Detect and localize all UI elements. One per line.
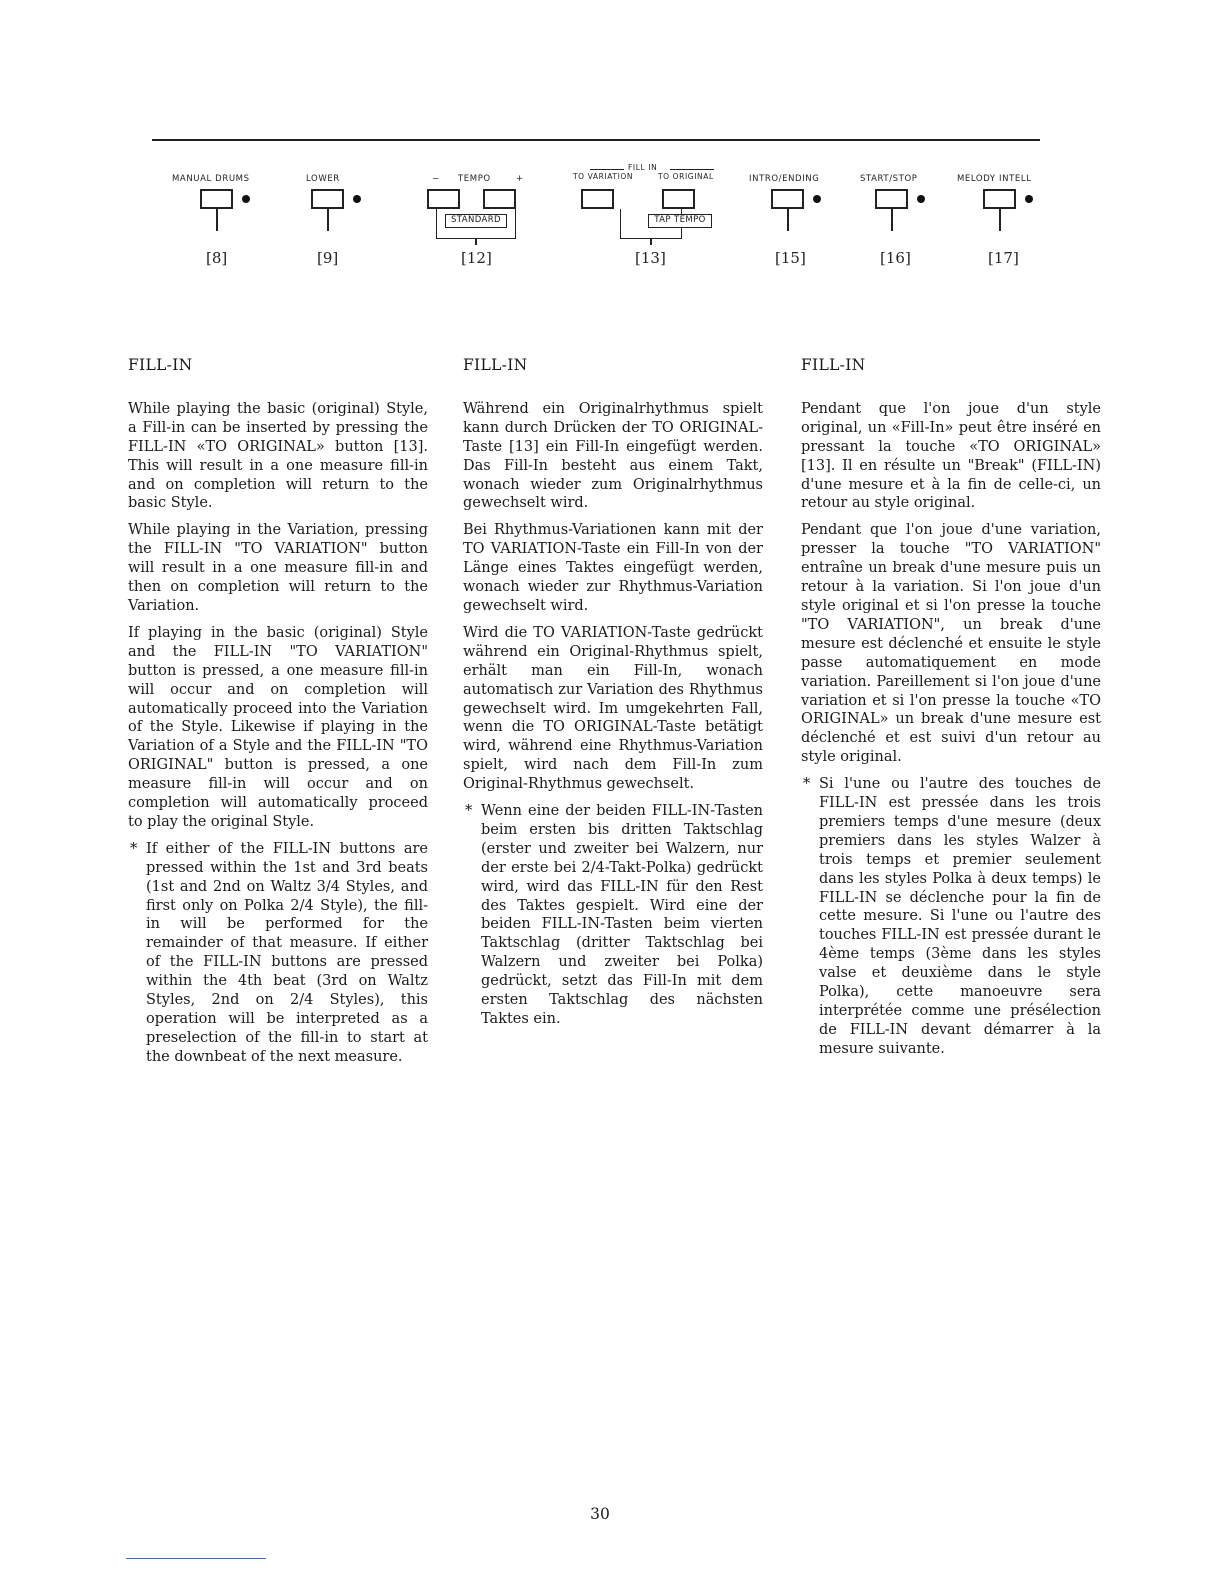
fill-in-line-left — [590, 169, 624, 170]
start-stop-stem — [891, 209, 893, 231]
to-original-button[interactable] — [662, 189, 695, 209]
control-panel-diagram — [0, 0, 1224, 300]
melody-intell-label: MELODY INTELL — [957, 174, 1032, 184]
fill-in-label: FILL IN — [628, 163, 658, 172]
manual-drums-label: MANUAL DRUMS — [172, 174, 250, 184]
lower-label: LOWER — [306, 174, 340, 184]
german-column — [463, 356, 763, 1037]
note-asterisk: * — [803, 776, 811, 793]
french-note-text: Si l'une ou l'autre des touches de FILL-IN est pressée dans les trois premiers temps d'une mesure (deux premiers dans les styles Walzer à trois temps et premier seulement dans les styles Polka à deux temps) le FILL-IN se déclenche pour la fin de cette mesure. Si l'une ou l'autre des touches FILL-IN est pressée durant le 4ème temps (3ème dans les styles valse et deuxième dans le style Polka), cette manoeuvre sera interprétée comme une présélection de FILL-IN devant démarrer à la mesure suivante. — [819, 776, 1101, 1057]
french-paragraph-2: Pendant que l'on joue d'une variation, presser la touche "TO VARIATION" entraîne un break d'une mesure puis un retour à la variation. Si l'on joue d'un style original et si l'on presse la touche "TO VARIATION", un break d'une mesure est déclenché et ensuite le style passe automatiquement en mode variation. Pareillement si l'on joue d'une variation et si l'on presse la touche «TO ORIGINAL» un break d'une mesure est déclenché et est suivi d'un retour au style original. — [801, 522, 1101, 766]
lower-button[interactable] — [311, 189, 344, 209]
french-note — [801, 775, 1101, 1059]
german-paragraph-2: Bei Rhythmus-Variationen kann mit der TO VARIATION-Taste ein Fill-In von der Länge eines Taktes eingefügt werden, wonach wieder zur Rhythmus-Variation gewechselt wird. — [463, 522, 763, 614]
lower-stem — [327, 209, 329, 231]
start-stop-led — [917, 195, 925, 203]
german-paragraph-3: Wird die TO VARIATION-Taste gedrückt während ein Original-Rhythmus spielt, erhält man ein Fill-In, wonach automatisch zur Variation des Rhythmus gewechselt wird. Im umgekehrten Fall, wenn die TO ORIGINAL-Taste betätigt wird, während eine Rhythmus-Variation spielt, wird nach dem Fill-In zum Original-Rhythmus gewechselt. — [463, 624, 763, 793]
french-heading: FILL-IN — [801, 356, 866, 374]
german-note-text: Wenn eine der beiden FILL-IN-Tasten beim ersten bis dritten Taktschlag (erster und zweiter bei Walzern, nur der erste bei 2/4-Takt-Polka) gedrückt wird, wird das FILL-IN für den Rest des Taktes gespielt. Wird eine der beiden FILL-IN-Tasten beim vierten Taktschlag (dritter Taktschlag bei Walzern und zweiter bei Polka) gedrückt, setzt das Fill-In mit dem ersten Taktschlag des nächsten Taktes ein. — [481, 803, 763, 1027]
ref-15: [15] — [775, 249, 806, 267]
intro-ending-stem — [787, 209, 789, 231]
english-column — [128, 356, 428, 1075]
tempo-down-button[interactable] — [427, 189, 460, 209]
english-heading: FILL-IN — [128, 356, 193, 374]
to-variation-button[interactable] — [581, 189, 614, 209]
melody-intell-stem — [999, 209, 1001, 231]
fill-in-line-right — [670, 169, 714, 170]
tempo-up-button[interactable] — [483, 189, 516, 209]
tap-tempo-sub-label: TAP TEMPO — [648, 214, 712, 228]
french-paragraph-1: Pendant que l'on joue d'un style original, un «Fill-In» peut être inséré en pressant la touche «TO ORIGINAL» [13]. Il en résulte un "Break" (FILL-IN) d'une mesure et à la fin de celle-ci, un retour au style original. — [801, 400, 1101, 512]
tempo-plus-label: + — [516, 174, 524, 184]
fill-in-stem — [650, 239, 652, 245]
german-note — [463, 802, 763, 1029]
standard-sub-label: STANDARD — [445, 214, 507, 228]
english-paragraph-1: While playing the basic (original) Style, a Fill-in can be inserted by pressing the FILL-IN «TO ORIGINAL» button [13]. This will result in a one measure fill-in and on completion will return to the basic Style. — [128, 400, 428, 512]
lower-led — [353, 195, 361, 203]
melody-intell-led — [1025, 195, 1033, 203]
manual-drums-stem — [216, 209, 218, 231]
ref-9: [9] — [317, 249, 339, 267]
ref-16: [16] — [880, 249, 911, 267]
ref-17: [17] — [988, 249, 1019, 267]
english-paragraph-3: If playing in the basic (original) Style and the FILL-IN "TO VARIATION" button is pressed, a one measure fill-in will occur and on completion will automatically proceed into the Variation of the Style. Likewise if playing in the Variation of a Style and the FILL-IN "TO ORIGINAL" button is pressed, a one measure fill-in will occur and on completion will automatically proceed to play the original Style. — [128, 624, 428, 830]
english-note — [128, 840, 428, 1067]
german-heading: FILL-IN — [463, 356, 528, 374]
manual-drums-led — [242, 195, 250, 203]
intro-ending-led — [813, 195, 821, 203]
intro-ending-button[interactable] — [771, 189, 804, 209]
ref-12: [12] — [461, 249, 492, 267]
melody-intell-button[interactable] — [983, 189, 1016, 209]
tempo-label: TEMPO — [458, 174, 491, 184]
to-variation-label: TO VARIATION — [573, 172, 634, 181]
start-stop-button[interactable] — [875, 189, 908, 209]
tempo-stem — [475, 239, 477, 245]
ref-13: [13] — [635, 249, 666, 267]
footer-link-underline — [126, 1558, 266, 1559]
ref-8: [8] — [206, 249, 228, 267]
note-asterisk: * — [465, 803, 473, 820]
to-original-label: TO ORIGINAL — [658, 172, 714, 181]
page-number: 30 — [590, 1505, 610, 1523]
intro-ending-label: INTRO/ENDING — [749, 174, 820, 184]
note-asterisk: * — [130, 840, 138, 857]
german-paragraph-1: Während ein Originalrhythmus spielt kann durch Drücken der TO ORIGINAL-Taste [13] ein Fill-In eingefügt werden. Das Fill-In besteht aus einem Takt, wonach wieder zum Originalrhythmus gewechselt wird. — [463, 400, 763, 512]
french-column — [801, 356, 1101, 1067]
tempo-minus-label: − — [432, 174, 440, 184]
english-paragraph-2: While playing in the Variation, pressing the FILL-IN "TO VARIATION" button will result in a one measure fill-in and then on completion will return to the Variation. — [128, 522, 428, 614]
english-note-text: If either of the FILL-IN buttons are pressed within the 1st and 3rd beats (1st and 2nd on Waltz 3/4 Styles, and first only on Polka 2/4 Style), the fill-in will be performed for the remainder of that measure. If either of the FILL-IN buttons are pressed within the 4th beat (3rd on Waltz Styles, 2nd on 2/4 Styles), this operation will be interpreted as a preselection of the fill-in to start at the downbeat of the next measure. — [146, 840, 428, 1065]
start-stop-label: START/STOP — [860, 174, 918, 184]
manual-drums-button[interactable] — [200, 189, 233, 209]
